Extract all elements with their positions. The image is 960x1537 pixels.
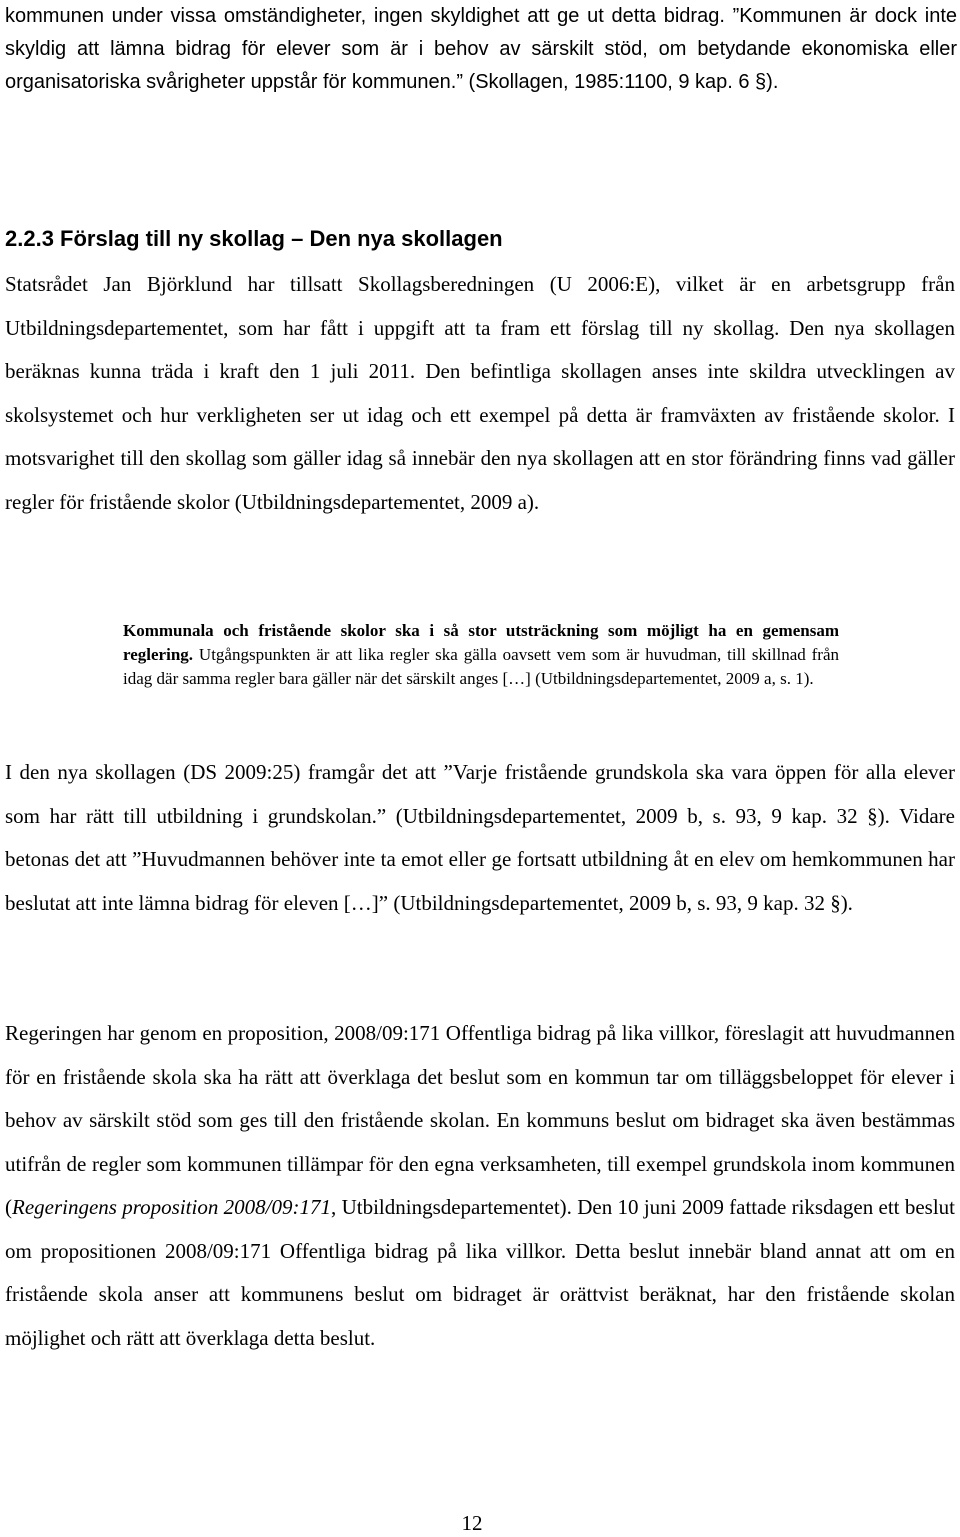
paragraph-new-school-law: I den nya skollagen (DS 2009:25) framgår det att ”Varje fristående grundskola ska vara öppen för alla elever som har rätt till utbildning i grundskolan.” (Utbildningsdepartementet, 2009 b, s. 93, 9 kap. 32 §). Vidare betonas det att ”Huvudmannen behöver inte ta emot eller ge fortsatt utbildning åt en elev om hemkommunen har beslutat att inte lämna bidrag för eleven […]” (Utbildningsdepartementet, 2009 b, s. 93, 9 kap. 32 §). <box>5 760 955 915</box>
page-number: 12 <box>461 1511 483 1535</box>
proposition-text-start: Regeringen har genom en proposition, 2008/09:171 Offentliga bidrag på lika villkor, föreslagit att huvudmannen för en fristående skola ska ha rätt att överklaga det beslut som en kommun tar om tilläggsbeloppet för elever i behov av särskilt stöd som ges till den fristående skolan. En kommuns beslut om bidraget ska även bestämmas utifrån de regler som kommunen tillämpar för den egna verksamheten, till exempel grundskola inom kommunen ( <box>5 1021 955 1219</box>
section-paragraph: Statsrådet Jan Björklund har tillsatt Skollagsberedningen (U 2006:E), vilket är en arbetsgrupp från Utbildningsdepartementet, som har fått i uppgift att ta fram ett förslag till ny skollag. Den nya skollagen beräknas kunna träda i kraft den 1 juli 2011. Den befintliga skollagen anses inte skildra utvecklingen av skolsystemet och hur verkligheten ser ut idag och ett exempel på detta är framväxten av fristående skolor. I motsvarighet till den skollag som gäller idag så innebär den nya skollagen att en stor förändring finns vad gäller regler för fristående skolor (Utbildningsdepartementet, 2009 a). <box>5 272 955 514</box>
proposition-citation: Regeringens proposition 2008/09:171 <box>12 1195 331 1219</box>
proposition-text-end: , Utbildningsdepartementet). Den 10 juni 2009 fattade riksdagen ett beslut om propositionen 2008/09:171 Offentliga bidrag på lika villkor. Detta beslut innebär bland annat att om en fristående skola anser att kommunens beslut om bidraget är orättvist beräknat, har den fristående skolan möjlighet och rätt att överklaga detta beslut. <box>5 1195 955 1350</box>
intro-paragraph: kommunen under vissa omständigheter, ingen skyldighet att ge ut detta bidrag. ”Kommunen är dock inte skyldig att lämna bidrag för elever som är i behov av särskilt stöd, om betydande ekonomiska eller organisatoriska svårigheter uppstår för kommunen.” (Skollagen, 1985:1100, 9 kap. 6 §). <box>5 5 957 93</box>
block-quote-rest: Utgångspunkten är att lika regler ska gälla oavsett vem som är huvudman, till skillnad från idag där samma regler bara gäller när det särskilt anges […] (Utbildningsdepartementet, 2009 a, s. 1). <box>123 645 839 688</box>
section-heading: 2.2.3 Förslag till ny skollag – Den nya skollagen <box>5 226 503 251</box>
block-quote <box>123 619 839 691</box>
block-quote-bold: Kommunala och fristående skolor ska i så stor utsträckning som möjligt ha en gemensam reglering. <box>123 621 839 664</box>
paragraph-proposition <box>5 1012 955 1360</box>
